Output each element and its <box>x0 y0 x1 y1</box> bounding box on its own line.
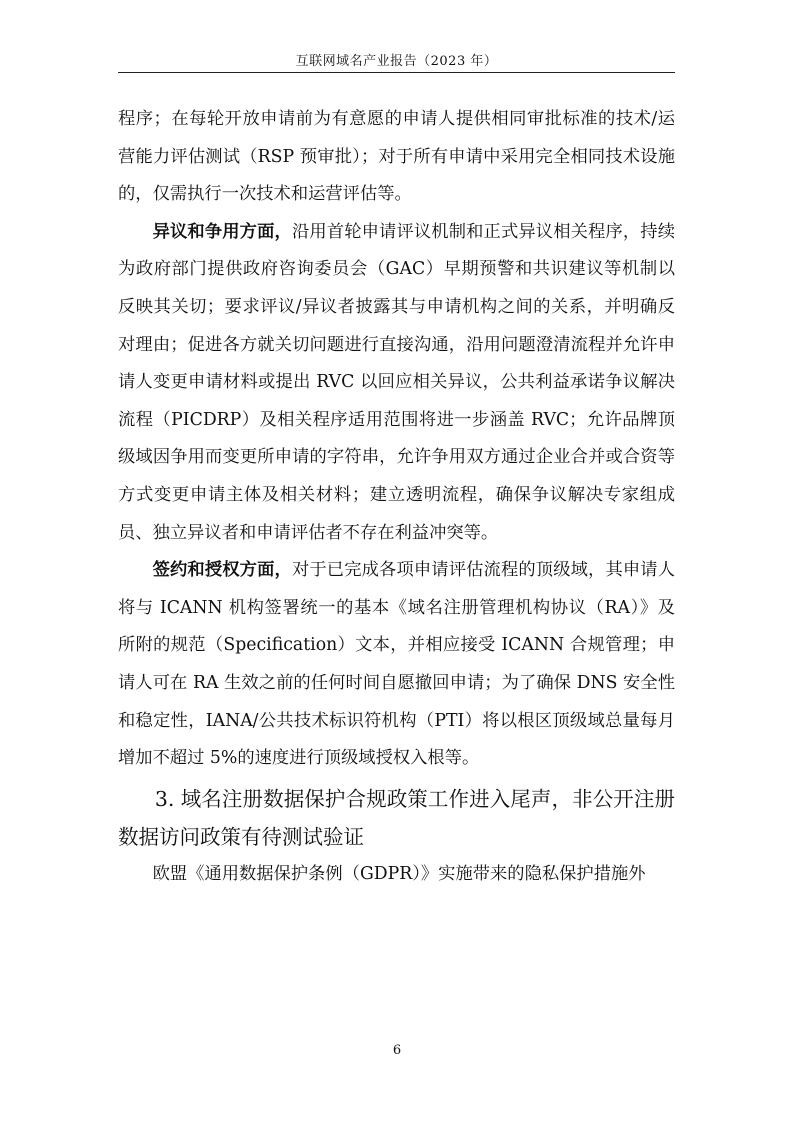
paragraph-objection <box>118 214 675 552</box>
section-heading <box>118 780 675 856</box>
running-header: 互联网域名产业报告（2023 年） <box>295 54 498 69</box>
section-heading-text: 域名注册数据保护合规政策工作进入尾声，非公开注册数据访问政策有待测试验证 <box>118 786 675 849</box>
page-number: 6 <box>392 1043 402 1058</box>
header-rule <box>118 72 675 73</box>
paragraph-contracting <box>118 552 675 778</box>
section-heading-number: 3. <box>154 786 175 811</box>
paragraph-gdpr: 欧盟《通用数据保护条例（GDPR）》实施带来的隐私保护措施外 <box>152 863 646 884</box>
paragraph-continued: 程序；在每轮开放申请前为有意愿的申请人提供相同审批标准的技术/运营能力评估测试（RSP 预审批）；对于所有申请中采用完全相同技术设施的，仅需执行一次技术和运营评估等。 <box>118 109 675 205</box>
paragraph-lead: 签约和授权方面， <box>152 560 292 581</box>
paragraph-body: 沿用首轮申请评议机制和正式异议相关程序，持续为政府部门提供政府咨询委员会（GAC）早期预警和共识建议等机制以反映其关切；要求评议/异议者披露其与申请机构之间的关系，并明确反对理由；促进各方就关切问题进行直接沟通，沿用问题澄清流程并允许申请人变更申请材料或提出 RVC 以回应相关异议，公共利益承诺争议解决流程（PICDRP）及相关程序适用范围将进一步涵盖 RVC；允许品牌顶级域因争用而变更所申请的字符串，允许争用双方通过企业合并或合资等方式变更申请主体及相关材料；建立透明流程，确保争议解决专家组成员、独立异议者和申请评估者不存在利益冲突等。 <box>118 221 675 543</box>
paragraph-body: 对于已完成各项申请评估流程的顶级域，其申请人将与 ICANN 机构签署统一的基本《域名注册管理机构协议（RA）》及所附的规范（Specification）文本，并相应接受 ICANN 合规管理；申请人可在 RA 生效之前的任何时间自愿撤回申请；为了确保 DNS 安全性和稳定性，IANA/公共技术标识符机构（PTI）将以根区顶级域总量每月增加不超过 5%的速度进行顶级域授权入根等。 <box>118 560 675 769</box>
paragraph-lead: 异议和争用方面， <box>152 221 292 242</box>
body-text <box>118 101 675 893</box>
